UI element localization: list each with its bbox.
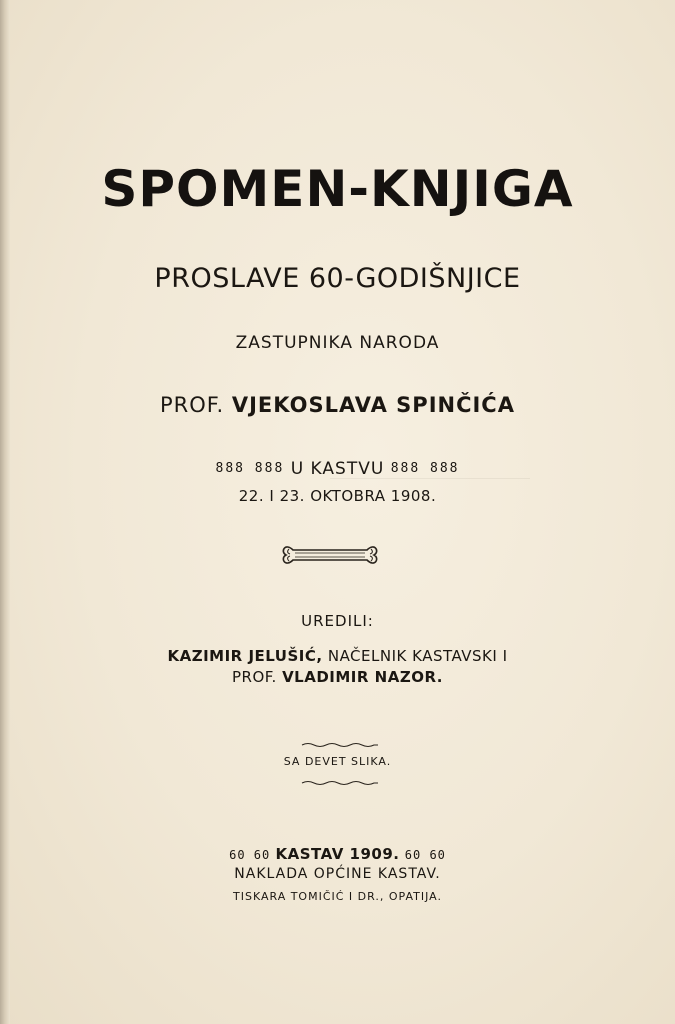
- publisher: NAKLADA OPĆINE KASTAV.: [234, 866, 441, 882]
- editor-1: [0, 647, 675, 665]
- honoree-prefix: PROF.: [160, 393, 225, 417]
- book-title: SPOMEN-KNJIGA: [101, 160, 574, 218]
- editor-1-name: KAZIMIR JELUŠIĆ,: [167, 647, 323, 665]
- editor-2: [0, 668, 675, 686]
- ornament-left: 60 60: [229, 848, 271, 862]
- ornament-right: 888 888: [390, 461, 460, 476]
- ornament-right: 60 60: [404, 848, 446, 862]
- ornament-left: 888 888: [215, 461, 285, 476]
- decorative-bone-ornament: [279, 540, 381, 570]
- editor-2-name: VLADIMIR NAZOR.: [282, 668, 443, 686]
- event-date: 22. I 23. OKTOBRA 1908.: [238, 487, 437, 505]
- editor-2-prefix: PROF.: [232, 668, 277, 686]
- images-note: SA DEVET SLIKA.: [283, 755, 392, 768]
- event-place-text: U KASTVU: [290, 459, 385, 479]
- publication-place-year: [0, 845, 675, 863]
- honoree-line: [0, 393, 675, 417]
- wavy-rule-bottom: [300, 779, 380, 787]
- publication-place-year-text: KASTAV 1909.: [275, 845, 400, 863]
- event-place: [0, 459, 675, 479]
- honoree-role: ZASTUPNIKA NARODA: [235, 333, 440, 353]
- book-subtitle: PROSLAVE 60-GODIŠNJICE: [154, 263, 521, 294]
- printer: TISKARA TOMIČIĆ I DR., OPATIJA.: [233, 890, 442, 903]
- wavy-rule-top: [300, 741, 380, 749]
- editor-1-role: NAČELNIK KASTAVSKI I: [327, 647, 508, 665]
- edited-by-label: UREDILI:: [301, 612, 374, 630]
- honoree-name: VJEKOSLAVA SPINČIĆA: [231, 393, 515, 417]
